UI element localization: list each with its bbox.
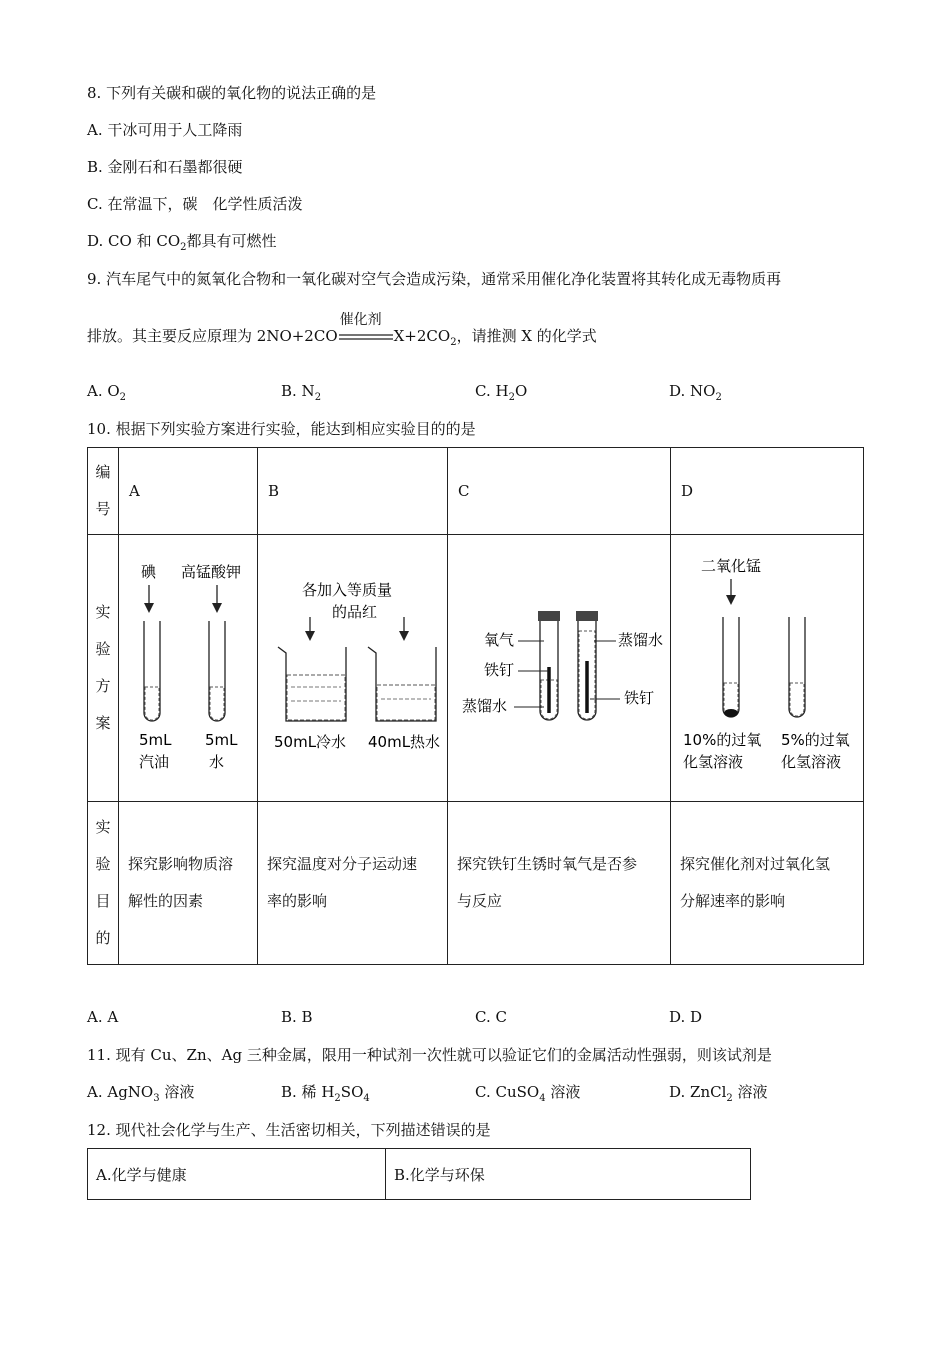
q12-cell-b: B.化学与环保 — [386, 1149, 751, 1200]
q10-figure-a — [119, 535, 258, 802]
figure-b-top-label2: 的品红 — [332, 603, 378, 621]
figure-c-nail2: 铁钉 — [624, 689, 655, 707]
q10-col0-plan: 实 验 方 案 — [88, 535, 119, 802]
figure-b-top-label1: 各加入等质量 — [302, 581, 393, 599]
figure-c-nail1: 铁钉 — [484, 661, 515, 679]
q8-d-text: D. CO 和 CO — [87, 232, 181, 250]
q8-d-tail: 都具有可燃性 — [186, 232, 277, 250]
figure-a-kmno4-label: 高锰酸钾 — [181, 563, 242, 581]
figure-d-svg — [671, 535, 863, 797]
q10-figure-b — [258, 535, 448, 802]
q9-stem-line2 — [87, 312, 597, 348]
figure-a-cap1-gasoline: 汽油 — [139, 753, 170, 771]
q10-header-c: C — [448, 448, 671, 535]
q9-stem-line1: 9. 汽车尾气中的氮氧化合物和一氧化碳对空气会造成污染，通常采用催化净化装置将其转化成无毒物质再 — [87, 270, 782, 288]
q8-option-d — [87, 230, 277, 253]
q9-reaction-question: ，请推测 X 的化学式 — [456, 327, 597, 345]
figure-b-hot-water: 40mL热水 — [368, 733, 441, 751]
q9-option-a: A. $O_2$ — [87, 382, 127, 403]
q12-stem: 12. 现代社会化学与生产、生活密切相关，下列描述错误的是 — [87, 1121, 491, 1139]
q8-option-b: B. 金刚石和石墨都很硬 — [87, 158, 243, 176]
figure-c-water2: 蒸馏水 — [618, 631, 664, 649]
q10-header-a: A — [119, 448, 258, 535]
figure-c-svg — [448, 535, 670, 797]
figure-c-oxygen: 氧气 — [484, 631, 515, 649]
figure-d-cap2a: 5%的过氧 — [781, 731, 850, 749]
q9-reaction-left: 排放。其主要反应原理为 2NO+2CO — [87, 327, 338, 345]
q10-header-b: B — [258, 448, 448, 535]
q10-plan-row — [88, 535, 864, 802]
q10-header-d: D — [671, 448, 864, 535]
q10-stem: 10. 根据下列实验方案进行实验，能达到相应实验目的的是 — [87, 420, 476, 438]
q8-d-sub: 2 — [180, 242, 187, 253]
q10-goal-d: 探究催化剂对过氧化氢 分解速率的影响 — [671, 802, 864, 965]
figure-d-mno2-label: 二氧化锰 — [701, 557, 762, 575]
q11-option-b: B. 稀 $H_2SO_4$ — [281, 1083, 370, 1104]
q12-table — [87, 1148, 751, 1200]
q9-option-c: C. $H_2O$ — [475, 382, 528, 403]
q10-col0-header: 编 号 — [88, 448, 119, 535]
q10-col0-goal: 实 验 目 的 — [88, 802, 119, 965]
figure-a-iodine-label: 碘 — [141, 563, 157, 581]
q10-goal-row — [88, 802, 864, 965]
figure-a-cap1-volume: 5mL — [139, 731, 172, 749]
q11-stem: 11. 现有 Cu、Zn、Ag 三种金属，限用一种试剂一次性就可以验证它们的金属活动性强弱，则该试剂是 — [87, 1046, 772, 1064]
figure-d-cap1a: 10%的过氧 — [683, 731, 762, 749]
q11-option-d: D. ZnCl$_2$ 溶液 — [669, 1083, 768, 1104]
q9-reaction-right: X+2CO — [393, 327, 451, 345]
q9-catalyst-label: 催化剂 — [339, 312, 382, 328]
q10-goal-a: 探究影响物质溶 解性的因素 — [119, 802, 258, 965]
q10-goal-c: 探究铁钉生锈时氧气是否参 与反应 — [448, 802, 671, 965]
figure-b-svg — [258, 535, 447, 797]
q11-option-a: A. AgNO$_3$ 溶液 — [87, 1083, 195, 1104]
figure-d-cap2b: 化氢溶液 — [781, 753, 842, 771]
q10-answer-d: D. D — [669, 1008, 703, 1026]
q8-option-a: A. 干冰可用于人工降雨 — [87, 121, 243, 139]
q10-goal-b: 探究温度对分子运动速 率的影响 — [258, 802, 448, 965]
q10-experiment-table — [87, 447, 864, 965]
q10-header-row — [88, 448, 864, 535]
q10-figure-c — [448, 535, 671, 802]
q10-answer-c: C. C — [475, 1008, 507, 1026]
q10-answer-b: B. B — [281, 1008, 313, 1026]
q8-option-c: C. 在常温下，碳 化学性质活泼 — [87, 195, 303, 213]
q10-figure-d — [671, 535, 864, 802]
q8-stem: 8. 下列有关碳和碳的氧化物的说法正确的是 — [87, 84, 377, 102]
figure-b-cold-water: 50mL冷水 — [274, 733, 347, 751]
figure-a-cap2-volume: 5mL — [205, 731, 238, 749]
q10-answer-a: A. A — [87, 1008, 119, 1026]
figure-a-cap2-water: 水 — [209, 753, 225, 771]
q12-cell-a: A.化学与健康 — [88, 1149, 386, 1200]
q9-option-b: B. $N_2$ — [281, 382, 322, 403]
q9-option-d: D. $NO_2$ — [669, 382, 722, 403]
figure-a-svg — [119, 535, 257, 797]
figure-c-water1: 蒸馏水 — [462, 697, 508, 715]
figure-d-cap1b: 化氢溶液 — [683, 753, 744, 771]
q11-option-c: C. CuSO$_4$ 溶液 — [475, 1083, 581, 1104]
q9-catalyst-arrow — [338, 312, 394, 345]
q9-reaction-sub: 2 — [450, 337, 457, 348]
